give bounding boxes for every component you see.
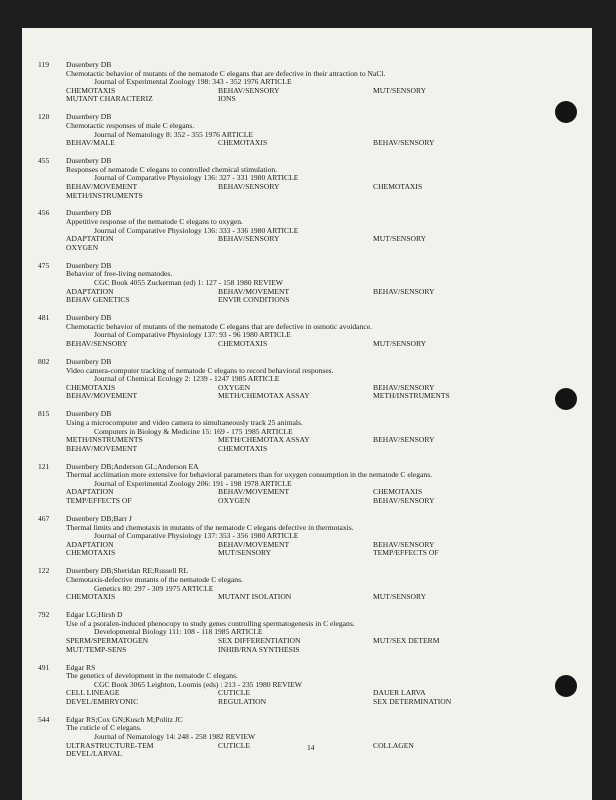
bibliography-entry — [38, 358, 548, 401]
keyword: CHEMOTAXIS — [66, 85, 116, 95]
entry-citation: Computers in Biology & Medicine 15: 169 - 175 1985 ARTICLE — [94, 426, 293, 436]
bibliography-entry — [38, 262, 548, 305]
keyword: CHEMOTAXIS — [373, 487, 423, 497]
entry-title: Video camera-computer tracking of nematode C elegans to record behavioral responses. — [66, 365, 334, 375]
entry-citation: Journal of Nematology 8: 352 - 355 1976 ARTICLE — [94, 129, 253, 139]
keyword: MUTANT CHARACTERIZ — [66, 94, 153, 104]
keyword: METH/INSTRUMENTS — [373, 391, 450, 401]
entry-keywords — [66, 139, 548, 148]
bibliography-entry — [38, 157, 548, 200]
bibliography-entry — [38, 664, 548, 707]
keyword: COLLAGEN — [373, 740, 414, 750]
bibliography-entry — [38, 567, 548, 601]
entry-keywords — [66, 637, 548, 654]
keyword: SEX DETERMINATION — [373, 696, 452, 706]
keyword: BEHAV/MALE — [66, 138, 115, 148]
keyword: MUT/SENSORY — [373, 338, 427, 348]
bibliography-entry — [38, 314, 548, 348]
keyword: DEVEL/EMBRYONIC — [66, 696, 139, 706]
keyword: REGULATION — [218, 696, 267, 706]
entry-authors: Dusenbery DB;Barr J — [66, 514, 132, 524]
entry-citation: Journal of Comparative Physiology 136: 327 - 331 1980 ARTICLE — [94, 173, 299, 183]
keyword — [218, 244, 373, 253]
bibliography-entry — [38, 515, 548, 558]
keyword: BEHAV/MOVEMENT — [66, 443, 138, 453]
entry-citation: Genetics 80: 297 - 309 1975 ARTICLE — [94, 583, 214, 593]
entry-citation: Journal of Chemical Ecology 2: 1239 - 1247 1985 ARTICLE — [94, 374, 280, 384]
entry-citation: Journal of Comparative Physiology 136: 333 - 336 1980 ARTICLE — [94, 225, 299, 235]
entry-keywords — [66, 235, 548, 252]
keyword: BEHAV/SENSORY — [373, 539, 435, 549]
entry-number: 456 — [38, 208, 50, 218]
keyword — [373, 445, 523, 454]
keyword: BEHAV/SENSORY — [373, 286, 435, 296]
keyword: BEHAV/SENSORY — [218, 181, 280, 191]
keyword: BEHAV/MOVEMENT — [218, 539, 290, 549]
entry-keywords — [66, 689, 548, 706]
keyword: DAUER LARVA — [373, 688, 426, 698]
bibliography-entry — [38, 61, 548, 104]
entry-citation: Journal of Comparative Physiology 137: 93 - 96 1980 ARTICLE — [94, 330, 291, 340]
keyword: METH/INSTRUMENTS — [66, 190, 143, 200]
entry-number: 481 — [38, 313, 50, 323]
entry-authors: Edgar LG;Hirsh D — [66, 610, 123, 620]
entry-number: 544 — [38, 714, 50, 724]
entry-number: 792 — [38, 610, 50, 620]
entry-number: 815 — [38, 409, 50, 419]
keyword: BEHAV/MOVEMENT — [66, 181, 138, 191]
keyword: BEHAV/MOVEMENT — [218, 286, 290, 296]
entry-number: 119 — [38, 60, 50, 69]
entry-number: 455 — [38, 156, 50, 166]
entry-keywords — [66, 488, 548, 505]
entry-authors: Dusenbery DB — [66, 356, 112, 366]
entry-title: Chemotaxis-defective mutants of the nematode C elegans. — [66, 575, 243, 584]
entry-title: Thermal limits and chemotaxis in mutants of the nematode C elegans defective in thermotaxis. — [66, 522, 354, 532]
entry-keywords — [66, 87, 548, 104]
entry-title: Behavior of free-living nematodes. — [66, 269, 173, 279]
entry-citation: Journal of Experimental Zoology 206: 191 - 198 1978 ARTICLE — [94, 478, 292, 488]
keyword: ADAPTATION — [66, 234, 114, 244]
entry-number: 122 — [38, 566, 50, 576]
bibliography-entry — [38, 463, 548, 506]
keyword: BEHAV/SENSORY — [373, 138, 435, 148]
keyword: IONS — [218, 94, 236, 104]
entry-citation: Journal of Nematology 14: 248 - 258 1982 REVIEW — [94, 732, 256, 742]
keyword: INHIB/RNA SYNTHESIS — [218, 644, 300, 654]
entry-keywords — [66, 541, 548, 558]
entry-title: Chemotactic responses of male C elegans. — [66, 120, 195, 130]
entry-keywords — [66, 593, 548, 602]
bibliography-list — [38, 61, 548, 768]
page-number: 14 — [307, 743, 315, 752]
bibliography-entry — [38, 209, 548, 252]
keyword: CHEMOTAXIS — [218, 138, 268, 148]
entry-keywords — [66, 183, 548, 200]
keyword: ENVIR CONDITIONS — [218, 295, 290, 305]
keyword: SPERM/SPERMATOGEN — [66, 635, 149, 645]
entry-keywords — [66, 340, 548, 349]
keyword: OXYGEN — [218, 496, 251, 506]
bibliography-entry — [38, 113, 548, 147]
bibliography-entry — [38, 716, 548, 759]
entry-authors: Dusenbery DB — [66, 409, 112, 419]
keyword: MUT/SENSORY — [373, 592, 427, 602]
entry-title: Use of a psoralen-induced phenocopy to study genes controlling spermatogenesis in C elegans. — [66, 618, 355, 628]
keyword — [373, 244, 523, 253]
keyword: BEHAV/SENSORY — [373, 382, 435, 392]
entry-authors: Dusenbery DB — [66, 112, 112, 122]
entry-authors: Dusenbery DB — [66, 156, 112, 166]
keyword — [218, 192, 373, 201]
entry-keywords — [66, 436, 548, 453]
keyword: ADAPTATION — [66, 286, 114, 296]
bibliography-entry — [38, 410, 548, 453]
keyword: MUTANT ISOLATION — [218, 592, 292, 602]
entry-number: 475 — [38, 260, 50, 270]
keyword: CHEMOTAXIS — [373, 181, 423, 191]
entry-title: The cuticle of C elegans. — [66, 723, 142, 733]
entry-number: 467 — [38, 514, 50, 524]
keyword: ADAPTATION — [66, 539, 114, 549]
keyword: BEHAV GENETICS — [66, 295, 130, 305]
keyword — [373, 750, 523, 759]
entry-citation: CGC Book 3065 Leighton, Loomis (eds) : 213 - 235 1980 REVIEW — [94, 679, 302, 689]
keyword — [373, 95, 523, 104]
keyword: MUT/SENSORY — [218, 548, 272, 558]
punch-hole — [555, 388, 577, 410]
keyword: MUT/SENSORY — [373, 234, 427, 244]
keyword: MUT/TEMP-SENS — [66, 644, 127, 654]
keyword: OXYGEN — [218, 382, 251, 392]
entry-authors: Edgar RS;Cox GN;Kusch M;Politz JC — [66, 714, 183, 724]
entry-keywords — [66, 288, 548, 305]
keyword: CELL LINEAGE — [66, 688, 120, 698]
keyword: CHEMOTAXIS — [66, 382, 116, 392]
entry-number: 491 — [38, 662, 50, 672]
entry-citation: Journal of Comparative Physiology 137: 353 - 356 1980 ARTICLE — [94, 531, 299, 541]
punch-hole — [555, 675, 577, 697]
entry-number: 120 — [38, 112, 50, 122]
keyword: CHEMOTAXIS — [218, 443, 268, 453]
keyword: BEHAV/SENSORY — [218, 85, 280, 95]
entry-keywords — [66, 384, 548, 401]
keyword: BEHAV/MOVEMENT — [218, 487, 290, 497]
keyword — [373, 296, 523, 305]
keyword: BEHAV/SENSORY — [218, 234, 280, 244]
keyword — [218, 750, 373, 759]
keyword: ULTRASTRUCTURE-TEM — [66, 740, 154, 750]
entry-citation: CGC Book 4055 Zuckerman (ed) 1: 127 - 158 1980 REVIEW — [94, 278, 283, 288]
keyword: METH/CHEMOTAX ASSAY — [218, 391, 310, 401]
keyword: BEHAV/SENSORY — [66, 338, 128, 348]
bibliography-entry — [38, 611, 548, 654]
keyword — [373, 646, 523, 655]
entry-authors: Dusenbery DB;Anderson GL;Anderson EA — [66, 461, 199, 471]
entry-citation: Developmental Biology 111: 108 - 118 1985 ARTICLE — [94, 627, 263, 637]
keyword: METH/INSTRUMENTS — [66, 435, 143, 445]
entry-title: Responses of nematode C elegans to controlled chemical stimulation. — [66, 164, 278, 174]
keyword: CUTICLE — [218, 740, 251, 750]
keyword: BEHAV/MOVEMENT — [66, 391, 138, 401]
entry-title: The genetics of development in the nematode C elegans. — [66, 671, 238, 681]
entry-title: Using a microcomputer and video camera to simultaneously track 25 animals. — [66, 417, 303, 427]
keyword: DEVEL/LARVAL — [66, 749, 123, 759]
punch-hole — [555, 101, 577, 123]
keyword: METH/CHEMOTAX ASSAY — [218, 435, 310, 445]
keyword: MUT/SENSORY — [373, 85, 427, 95]
keyword: CHEMOTAXIS — [66, 592, 116, 602]
entry-number: 121 — [38, 461, 50, 471]
keyword: BEHAV/SENSORY — [373, 496, 435, 506]
keyword: SEX DIFFERENTIATION — [218, 635, 301, 645]
entry-authors: Dusenbery DB — [66, 60, 112, 69]
entry-title: Chemotactic behavior of mutants of the nematode C elegans that are defective in osmotic avoidance. — [66, 321, 372, 331]
entry-title: Thermal acclimation more extensive for behavioral parameters than for oxygen consumption in the nematode C elegans. — [66, 470, 433, 480]
entry-authors: Dusenbery DB;Sheridan RE;Russell RL — [66, 566, 189, 576]
keyword: CHEMOTAXIS — [218, 338, 268, 348]
keyword — [373, 192, 523, 201]
keyword: CHEMOTAXIS — [66, 548, 116, 558]
entry-citation: Journal of Experimental Zoology 198: 343 - 352 1976 ARTICLE — [94, 77, 292, 87]
entry-title: Appetitive response of the nematode C elegans to oxygen. — [66, 217, 243, 227]
keyword: TEMP/EFFECTS OF — [66, 496, 132, 506]
document-page — [22, 28, 592, 800]
entry-authors: Dusenbery DB — [66, 313, 112, 323]
keyword: BEHAV/SENSORY — [373, 435, 435, 445]
keyword: TEMP/EFFECTS OF — [373, 548, 439, 558]
entry-authors: Dusenbery DB — [66, 208, 112, 218]
entry-number: 802 — [38, 356, 50, 366]
entry-authors: Edgar RS — [66, 662, 96, 672]
keyword: OXYGEN — [66, 242, 99, 252]
entry-authors: Dusenbery DB — [66, 260, 112, 270]
keyword: CUTICLE — [218, 688, 251, 698]
keyword: ADAPTATION — [66, 487, 114, 497]
keyword: MUT/SEX DETERM — [373, 635, 440, 645]
entry-title: Chemotactic behavior of mutants of the nematode C elegans that are defective in their attraction to NaCl. — [66, 68, 386, 78]
